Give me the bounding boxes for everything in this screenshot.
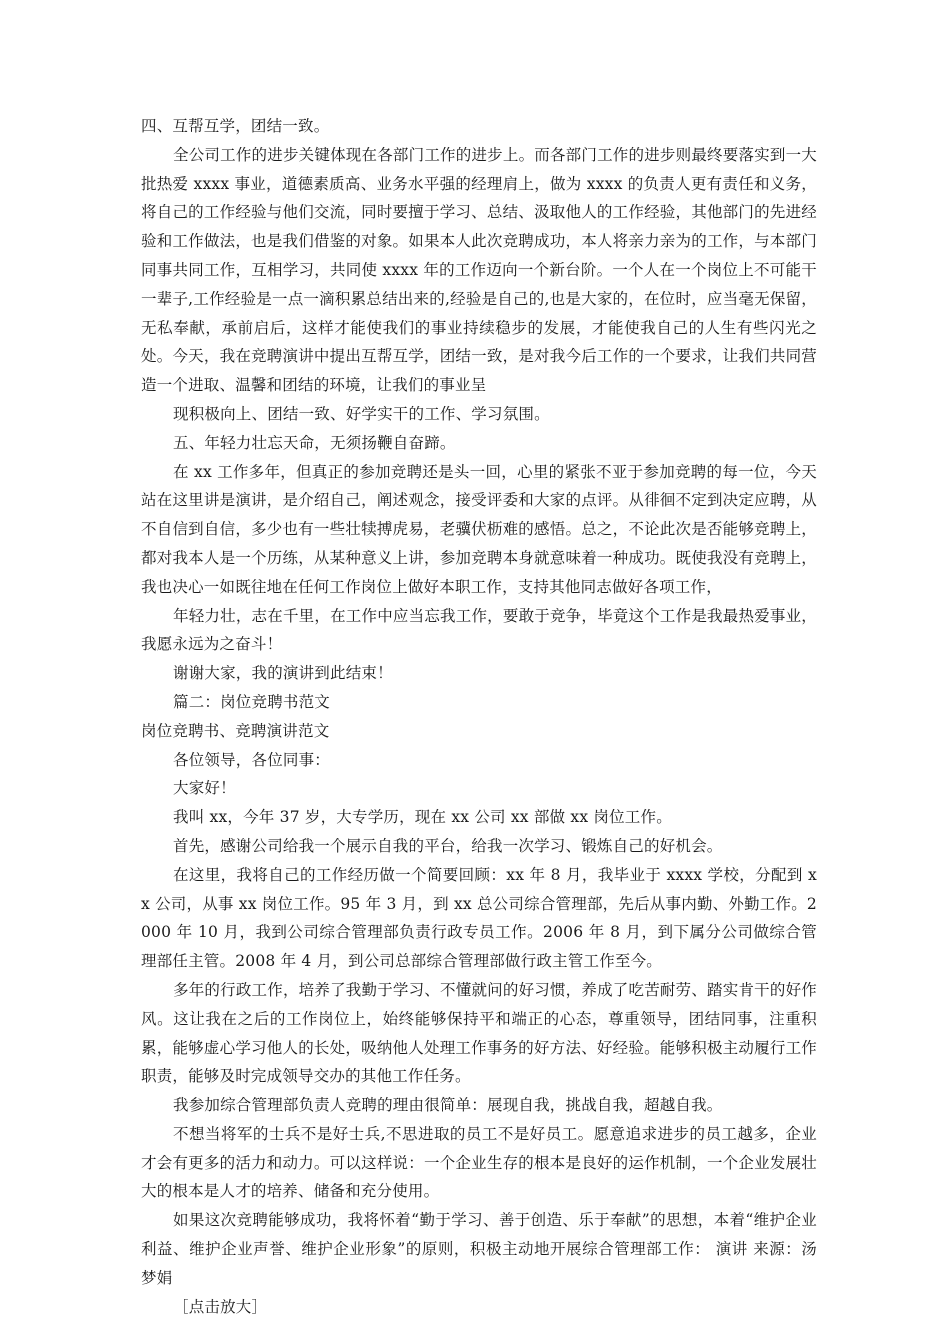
salutation: 各位领导，各位同事： <box>173 750 331 769</box>
heading-section-5: 五、年轻力壮忘天命，无须扬鞭自奋蹄。 <box>173 433 456 452</box>
paragraph: 多年的行政工作，培养了我勤于学习、不懂就问的好习惯，养成了吃苦耐劳、踏实肯干的好作风。这让我在之后的工作岗位上，始终能够保持平和端正的心态，尊重领导，团结同事，注重积累，能够虚心学习他人的长处，吸纳他人处理工作事务的好方法、好经验。能够积极主动履行工作职责，能够及时完成领导交办的其他工作任务。 <box>141 980 817 1086</box>
article-subtitle: 岗位竞聘书、竞聘演讲范文 <box>141 721 330 740</box>
zoom-link[interactable]: ［点击放大］ <box>173 1297 268 1316</box>
paragraph: 现积极向上、团结一致、好学实干的工作、学习氛围。 <box>173 404 550 423</box>
paragraph: 全公司工作的进步关键体现在各部门工作的进步上。而各部门工作的进步则最终要落实到一大批热爱 xxxx 事业，道德素质高、业务水平强的经理肩上，做为 xxxx 的负责人更有责任和义务，将自己的工作经验与他们交流，同时要擅于学习、总结、汲取他人的工作经验，其他部门的先进经验和工作做法，也是我们借鉴的对象。如果本人此次竞聘成功，本人将亲力亲为的工作，与本部门同事共同工作，互相学习，共同使 xxxx 年的工作迈向一个新台阶。一个人在一个岗位上不可能干一辈子,工作经验是一点一滴积累总结出来的,经验是自己的,也是大家的，在位时，应当毫无保留，无私奉献，承前启后，这样才能使我们的事业持续稳步的发展，才能使我自己的人生有些闪光之处。今天，我在竞聘演讲中提出互帮互学，团结一致，是对我今后工作的一个要求，让我们共同营造一个进取、温馨和团结的环境，让我们的事业呈 <box>141 145 817 395</box>
heading-section-4: 四、互帮互学，团结一致。 <box>141 117 330 135</box>
document-body <box>141 112 817 1321</box>
paragraph: 不想当将军的士兵不是好士兵,不思进取的员工不是好员工。愿意追求进步的员工越多，企业才会有更多的活力和动力。可以这样说：一个企业生存的根本是良好的运作机制，一个企业发展壮大的根本是人才的培养、储备和充分使用。 <box>141 1124 817 1201</box>
article-title: 篇二：岗位竞聘书范文 <box>173 692 331 711</box>
paragraph: 在 xx 工作多年，但真正的参加竞聘还是头一回，心里的紧张不亚于参加竞聘的每一位，今天站在这里讲是演讲，是介绍自己，阐述观念，接受评委和大家的点评。从徘徊不定到决定应聘，从不自信到自信，多少也有一些壮犊搏虎易，老骥伏枥难的感悟。总之，不论此次是否能够竞聘上，都对我本人是一个历练，从某种意义上讲，参加竞聘本身就意味着一种成功。既使我没有竞聘上，我也决心一如既往地在任何工作岗位上做好本职工作，支持其他同志做好各项工作， <box>141 462 817 596</box>
paragraph: 我参加综合管理部负责人竞聘的理由很简单：展现自我，挑战自我，超越自我。 <box>173 1096 723 1115</box>
paragraph: 年轻力壮，志在千里，在工作中应当忘我工作，要敢于竞争，毕竟这个工作是我最热爱事业，我愿永远为之奋斗！ <box>141 606 817 654</box>
greeting: 大家好！ <box>173 779 236 798</box>
paragraph: 在这里，我将自己的工作经历做一个简要回顾：xx 年 8 月，我毕业于 xxxx 学校，分配到 xx 公司，从事 xx 岗位工作。95 年 3 月，到 xx 总公司综合管理部，先后从事内勤、外勤工作。2000 年 10 月，我到公司综合管理部负责行政专员工作。2006 年 8 月，到下属分公司做综合管理部任主管。2008 年 4 月，到公司总部综合管理部做行政主管工作至今。 <box>141 865 817 971</box>
paragraph: 我叫 xx，今年 37 岁，大专学历，现在 xx 公司 xx 部做 xx 岗位工作。 <box>173 808 672 827</box>
paragraph: 谢谢大家，我的演讲到此结束！ <box>173 664 393 683</box>
zoom-link-line <box>141 1293 817 1322</box>
paragraph: 首先，感谢公司给我一个展示自我的平台，给我一次学习、锻炼自己的好机会。 <box>173 836 723 855</box>
paragraph: 如果这次竞聘能够成功，我将怀着“勤于学习、善于创造、乐于奉献”的思想，本着“维护企业利益、维护企业声誉、维护企业形象”的原则，积极主动地开展综合管理部工作： 演讲 来源：汤梦娟 <box>141 1211 817 1287</box>
